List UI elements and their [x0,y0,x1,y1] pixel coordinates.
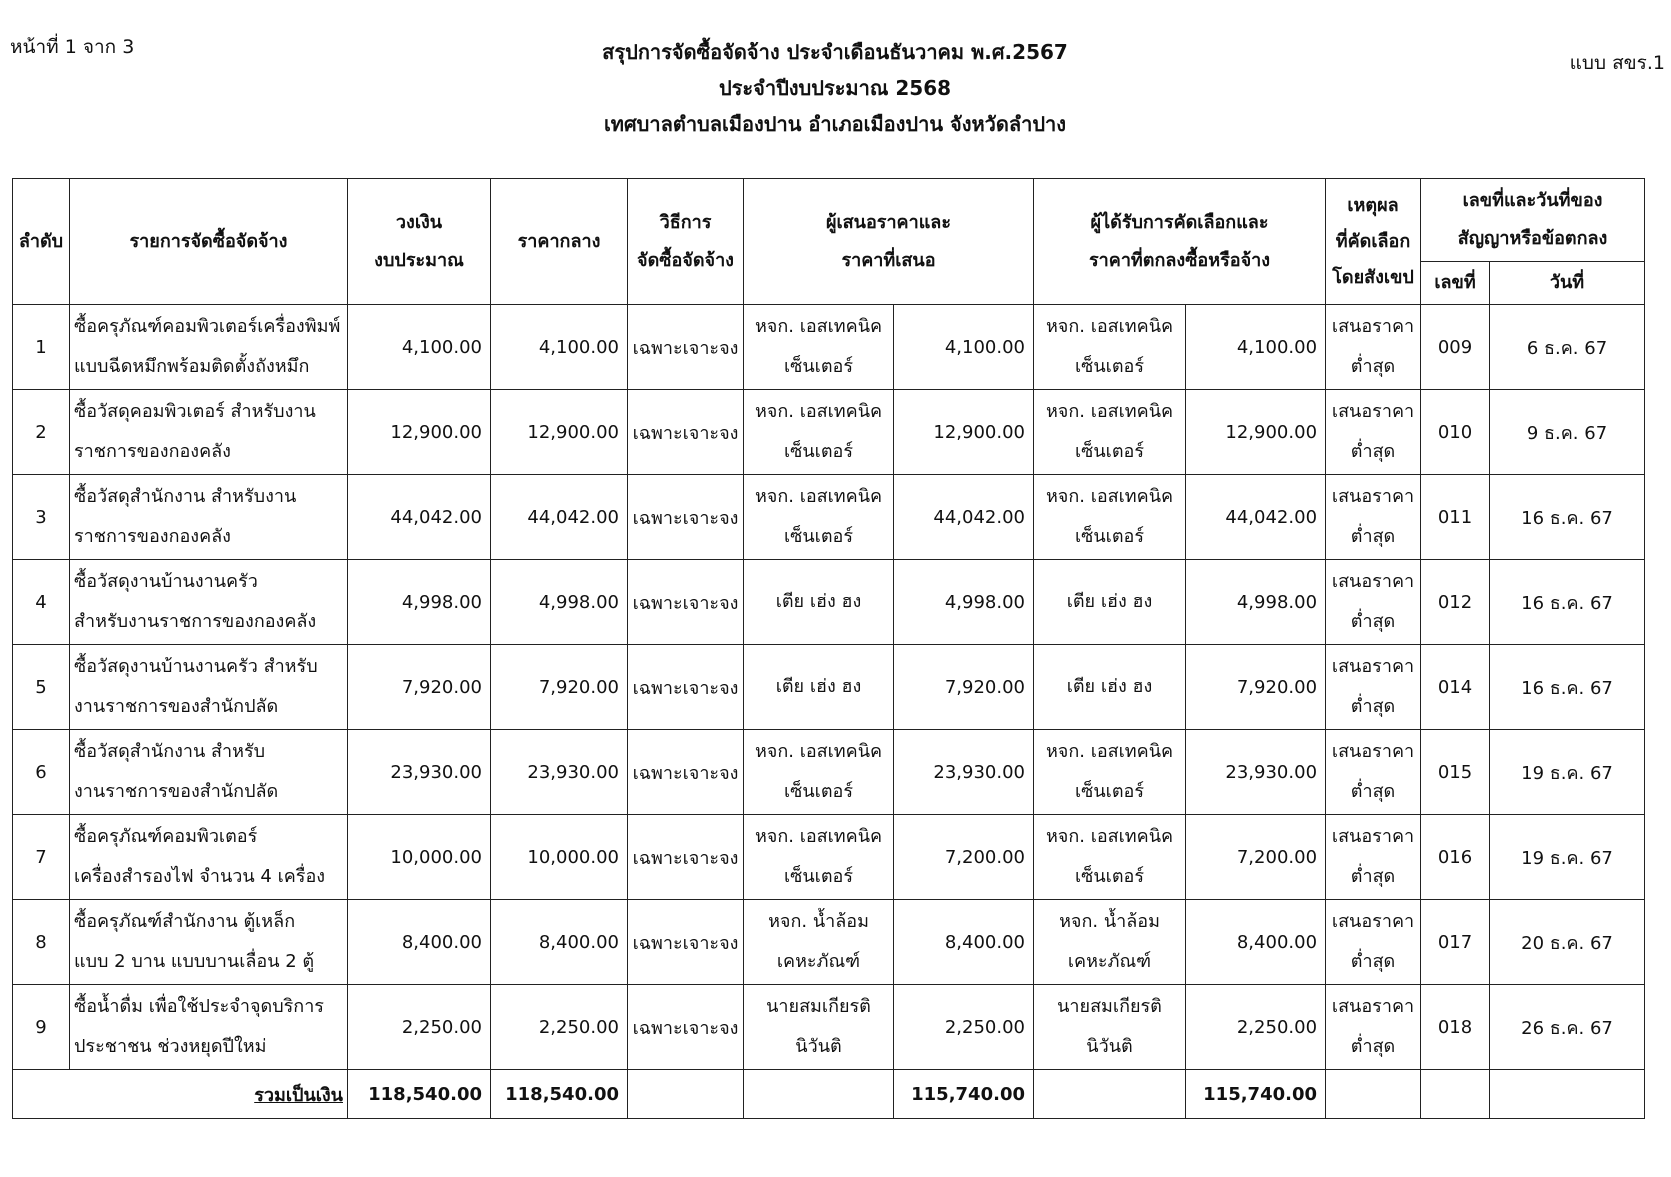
contract-number: 012 [1421,560,1490,645]
item-description-line-1: ซื้อวัสดุคอมพิวเตอร์ สำหรับงาน [74,401,316,422]
bidder-name [744,305,894,390]
procurement-method: เฉพาะเจาะจง [628,985,744,1070]
selection-reason [1326,730,1421,815]
selection-reason-line-2: ต่ำสุด [1350,611,1396,632]
median-price: 8,400.00 [491,900,628,985]
contract-date: 16 ธ.ค. 67 [1490,560,1645,645]
bidder-name-line-2: เซ็นเตอร์ [784,781,853,802]
totals-label: รวมเป็นเงิน [13,1070,348,1119]
procurement-method: เฉพาะเจาะจง [628,390,744,475]
contract-number: 016 [1421,815,1490,900]
bidder-name-line-1: หจก. เอสเทคนิค [754,741,883,762]
totals-row [13,1070,1645,1119]
selection-reason-line-2: ต่ำสุด [1350,441,1396,462]
bid-price: 2,250.00 [894,985,1034,1070]
median-price: 12,900.00 [491,390,628,475]
median-price: 2,250.00 [491,985,628,1070]
budget-amount: 23,930.00 [348,730,491,815]
winner-name-line-1: หจก. เอสเทคนิค [1045,826,1174,847]
selection-reason [1326,390,1421,475]
item-description-line-1: ซื้อวัสดุสำนักงาน สำหรับงาน [74,486,297,507]
bidder-name-line-1: หจก. เอสเทคนิค [754,486,883,507]
item-description [70,560,348,645]
header-bidder-l2: ราคาที่เสนอ [841,249,936,271]
contract-number: 010 [1421,390,1490,475]
selection-reason [1326,985,1421,1070]
row-no: 2 [13,390,70,475]
item-description [70,985,348,1070]
contract-number: 009 [1421,305,1490,390]
item-description-line-1: ซื้อวัสดุสำนักงาน สำหรับ [74,741,266,762]
contract-number: 017 [1421,900,1490,985]
item-description-line-2: งานราชการของสำนักปลัด [74,696,279,717]
row-no: 5 [13,645,70,730]
selection-reason [1326,900,1421,985]
header-item: รายการจัดซื้อจัดจ้าง [70,179,348,305]
bidder-name-line-2: เซ็นเตอร์ [784,356,853,377]
header-reason-l2: ที่คัดเลือก [1335,230,1411,252]
item-description-line-1: ซื้อครุภัณฑ์สำนักงาน ตู้เหล็ก [74,911,296,932]
total-contract-date-empty [1490,1070,1645,1119]
selection-reason-line-2: ต่ำสุด [1350,526,1396,547]
selection-reason [1326,305,1421,390]
procurement-method: เฉพาะเจาะจง [628,730,744,815]
winner-name [1034,900,1186,985]
contract-number: 018 [1421,985,1490,1070]
item-description [70,815,348,900]
selection-reason-line-2: ต่ำสุด [1350,866,1396,887]
winner-name-line-2: เซ็นเตอร์ [1075,526,1144,547]
item-description-line-2: ประชาชน ช่วงหยุดปีใหม่ [74,1036,267,1057]
table-row [13,730,1645,815]
header-contract-date: วันที่ [1490,262,1645,305]
winner-name-line-2: เคหะภัณฑ์ [1067,951,1152,972]
procurement-method: เฉพาะเจาะจง [628,305,744,390]
procurement-method: เฉพาะเจาะจง [628,645,744,730]
header-contract-no: เลขที่ [1421,262,1490,305]
header-median: ราคากลาง [491,179,628,305]
table-row [13,305,1645,390]
win-price: 4,998.00 [1186,560,1326,645]
item-description-line-2: แบบฉีดหมึกพร้อมติดตั้งถังหมึก [74,356,310,377]
bidder-name-line-1: หจก. เอสเทคนิค [754,826,883,847]
table-row [13,475,1645,560]
item-description [70,645,348,730]
selection-reason [1326,815,1421,900]
total-contract-no-empty [1421,1070,1490,1119]
row-no: 4 [13,560,70,645]
winner-name-line-2: เซ็นเตอร์ [1075,356,1144,377]
total-bid: 115,740.00 [894,1070,1034,1119]
bid-price: 7,200.00 [894,815,1034,900]
row-no: 9 [13,985,70,1070]
bidder-name-line-1: หจก. น้ำล้อม [768,911,869,932]
header-method [628,179,744,305]
title-line-3: เทศบาลตำบลเมืองปาน อำเภอเมืองปาน จังหวัดลำปาง [603,112,1067,136]
procurement-method: เฉพาะเจาะจง [628,815,744,900]
form-code: แบบ สขร.1 [1569,52,1665,74]
total-winner-empty [1034,1070,1186,1119]
winner-name-line-1: หจก. เอสเทคนิค [1045,401,1174,422]
procurement-method: เฉพาะเจาะจง [628,900,744,985]
winner-name-line-2: เซ็นเตอร์ [1075,781,1144,802]
contract-date: 16 ธ.ค. 67 [1490,645,1645,730]
selection-reason-line-1: เสนอราคา [1331,401,1415,422]
win-price: 44,042.00 [1186,475,1326,560]
bidder-name-line-2: นิวันติ [795,1036,842,1057]
winner-name [1034,730,1186,815]
winner-name [1034,815,1186,900]
bidder-name [744,900,894,985]
selection-reason-line-1: เสนอราคา [1331,316,1415,337]
bid-price: 4,998.00 [894,560,1034,645]
header-contract [1421,179,1645,262]
budget-amount: 44,042.00 [348,475,491,560]
winner-name-line-2: นิวันติ [1086,1036,1133,1057]
budget-amount: 4,100.00 [348,305,491,390]
win-price: 23,930.00 [1186,730,1326,815]
bidder-name-line-2: เซ็นเตอร์ [784,526,853,547]
row-no: 1 [13,305,70,390]
selection-reason-line-2: ต่ำสุด [1350,951,1396,972]
header-no: ลำดับ [13,179,70,305]
winner-name-line-1: หจก. เอสเทคนิค [1045,741,1174,762]
winner-name-line-1: นายสมเกียรติ [1057,996,1162,1017]
page-number: หน้าที่ 1 จาก 3 [10,36,135,58]
bidder-name-line-1: หจก. เอสเทคนิค [754,316,883,337]
median-price: 4,100.00 [491,305,628,390]
contract-number: 011 [1421,475,1490,560]
table-row [13,815,1645,900]
selection-reason-line-2: ต่ำสุด [1350,1036,1396,1057]
item-description-line-1: ซื้อครุภัณฑ์คอมพิวเตอร์ [74,826,258,847]
contract-date: 6 ธ.ค. 67 [1490,305,1645,390]
winner-name-line-2: เซ็นเตอร์ [1075,441,1144,462]
selection-reason-line-1: เสนอราคา [1331,741,1415,762]
bidder-name [744,985,894,1070]
bidder-name-line-2: เคหะภัณฑ์ [776,951,861,972]
header-bidder [744,179,1034,305]
winner-name-line-1: เตีย เฮ่ง ฮง [1066,676,1153,697]
contract-number: 015 [1421,730,1490,815]
row-no: 8 [13,900,70,985]
item-description [70,390,348,475]
table-row [13,645,1645,730]
win-price: 4,100.00 [1186,305,1326,390]
total-win: 115,740.00 [1186,1070,1326,1119]
selection-reason [1326,645,1421,730]
procurement-table [12,178,1645,1119]
selection-reason [1326,560,1421,645]
winner-name-line-2: เซ็นเตอร์ [1075,866,1144,887]
header-method-l1: วิธีการ [659,211,712,233]
item-description-line-2: ราชการของกองคลัง [74,441,231,462]
bid-price: 8,400.00 [894,900,1034,985]
win-price: 8,400.00 [1186,900,1326,985]
bidder-name [744,560,894,645]
bid-price: 23,930.00 [894,730,1034,815]
winner-name [1034,390,1186,475]
total-median: 118,540.00 [491,1070,628,1119]
winner-name-line-1: หจก. น้ำล้อม [1059,911,1160,932]
total-bidder-empty [744,1070,894,1119]
header-reason-l3: โดยสังเขป [1332,266,1414,288]
bidder-name-line-1: หจก. เอสเทคนิค [754,401,883,422]
header-reason [1326,179,1421,305]
item-description-line-2: ราชการของกองคลัง [74,526,231,547]
row-no: 6 [13,730,70,815]
table-row [13,560,1645,645]
selection-reason-line-1: เสนอราคา [1331,486,1415,507]
row-no: 3 [13,475,70,560]
header-method-l2: จัดซื้อจัดจ้าง [637,249,734,271]
win-price: 12,900.00 [1186,390,1326,475]
win-price: 2,250.00 [1186,985,1326,1070]
winner-name-line-1: หจก. เอสเทคนิค [1045,316,1174,337]
budget-amount: 12,900.00 [348,390,491,475]
median-price: 44,042.00 [491,475,628,560]
header-bidder-l1: ผู้เสนอราคาและ [825,211,952,233]
item-description-line-2: งานราชการของสำนักปลัด [74,781,279,802]
item-description-line-1: ซื้อวัสดุงานบ้านงานครัว สำหรับ [74,656,318,677]
item-description-line-2: แบบ 2 บาน แบบบานเลื่อน 2 ตู้ [74,951,315,972]
procurement-method: เฉพาะเจาะจง [628,560,744,645]
item-description [70,730,348,815]
median-price: 7,920.00 [491,645,628,730]
budget-amount: 7,920.00 [348,645,491,730]
win-price: 7,200.00 [1186,815,1326,900]
contract-date: 19 ธ.ค. 67 [1490,730,1645,815]
winner-name-line-1: หจก. เอสเทคนิค [1045,486,1174,507]
bid-price: 12,900.00 [894,390,1034,475]
table-row [13,900,1645,985]
median-price: 4,998.00 [491,560,628,645]
win-price: 7,920.00 [1186,645,1326,730]
item-description [70,305,348,390]
winner-name [1034,305,1186,390]
bid-price: 7,920.00 [894,645,1034,730]
contract-date: 16 ธ.ค. 67 [1490,475,1645,560]
item-description [70,475,348,560]
selection-reason-line-2: ต่ำสุด [1350,781,1396,802]
median-price: 10,000.00 [491,815,628,900]
winner-name [1034,645,1186,730]
bidder-name [744,390,894,475]
bidder-name [744,645,894,730]
total-reason-empty [1326,1070,1421,1119]
bidder-name [744,730,894,815]
selection-reason-line-2: ต่ำสุด [1350,696,1396,717]
selection-reason [1326,475,1421,560]
item-description-line-1: ซื้อวัสดุงานบ้านงานครัว [74,571,258,592]
title-line-2: ประจำปีงบประมาณ 2568 [718,76,952,100]
selection-reason-line-1: เสนอราคา [1331,996,1415,1017]
selection-reason-line-1: เสนอราคา [1331,571,1415,592]
bidder-name [744,815,894,900]
item-description-line-2: สำหรับงานราชการของกองคลัง [74,611,317,632]
bidder-name-line-1: นายสมเกียรติ [766,996,871,1017]
procurement-method: เฉพาะเจาะจง [628,475,744,560]
total-budget: 118,540.00 [348,1070,491,1119]
table-row [13,985,1645,1070]
contract-date: 26 ธ.ค. 67 [1490,985,1645,1070]
budget-amount: 4,998.00 [348,560,491,645]
item-description-line-1: ซื้อน้ำดื่ม เพื่อใช้ประจำจุดบริการ [74,996,324,1017]
document-titles [300,34,1370,142]
header-reason-l1: เหตุผล [1347,194,1399,216]
header-budget-l1: วงเงิน [395,211,443,233]
budget-amount: 2,250.00 [348,985,491,1070]
item-description-line-2: เครื่องสำรองไฟ จำนวน 4 เครื่อง [74,866,326,887]
selection-reason-line-2: ต่ำสุด [1350,356,1396,377]
bidder-name-line-1: เตีย เฮ่ง ฮง [775,676,862,697]
header-budget-l2: งบประมาณ [374,249,464,271]
item-description [70,900,348,985]
contract-date: 19 ธ.ค. 67 [1490,815,1645,900]
header-contract-l2: สัญญาหรือข้อตกลง [1457,228,1608,249]
winner-name [1034,475,1186,560]
table-row [13,390,1645,475]
header-contract-l1: เลขที่และวันที่ของ [1462,190,1603,211]
selection-reason-line-1: เสนอราคา [1331,911,1415,932]
header-winner [1034,179,1326,305]
winner-name [1034,560,1186,645]
row-no: 7 [13,815,70,900]
bid-price: 4,100.00 [894,305,1034,390]
bid-price: 44,042.00 [894,475,1034,560]
budget-amount: 8,400.00 [348,900,491,985]
bidder-name-line-2: เซ็นเตอร์ [784,441,853,462]
selection-reason-line-1: เสนอราคา [1331,656,1415,677]
header-winner-l1: ผู้ได้รับการคัดเลือกและ [1090,211,1269,233]
bidder-name [744,475,894,560]
contract-date: 20 ธ.ค. 67 [1490,900,1645,985]
winner-name-line-1: เตีย เฮ่ง ฮง [1066,591,1153,612]
title-line-1: สรุปการจัดซื้อจัดจ้าง ประจำเดือนธันวาคม พ.ศ.2567 [602,40,1068,64]
budget-amount: 10,000.00 [348,815,491,900]
winner-name [1034,985,1186,1070]
median-price: 23,930.00 [491,730,628,815]
contract-date: 9 ธ.ค. 67 [1490,390,1645,475]
header-budget [348,179,491,305]
bidder-name-line-1: เตีย เฮ่ง ฮง [775,591,862,612]
selection-reason-line-1: เสนอราคา [1331,826,1415,847]
item-description-line-1: ซื้อครุภัณฑ์คอมพิวเตอร์เครื่องพิมพ์ [74,316,341,337]
contract-number: 014 [1421,645,1490,730]
bidder-name-line-2: เซ็นเตอร์ [784,866,853,887]
total-method-empty [628,1070,744,1119]
header-winner-l2: ราคาที่ตกลงซื้อหรือจ้าง [1089,249,1271,271]
